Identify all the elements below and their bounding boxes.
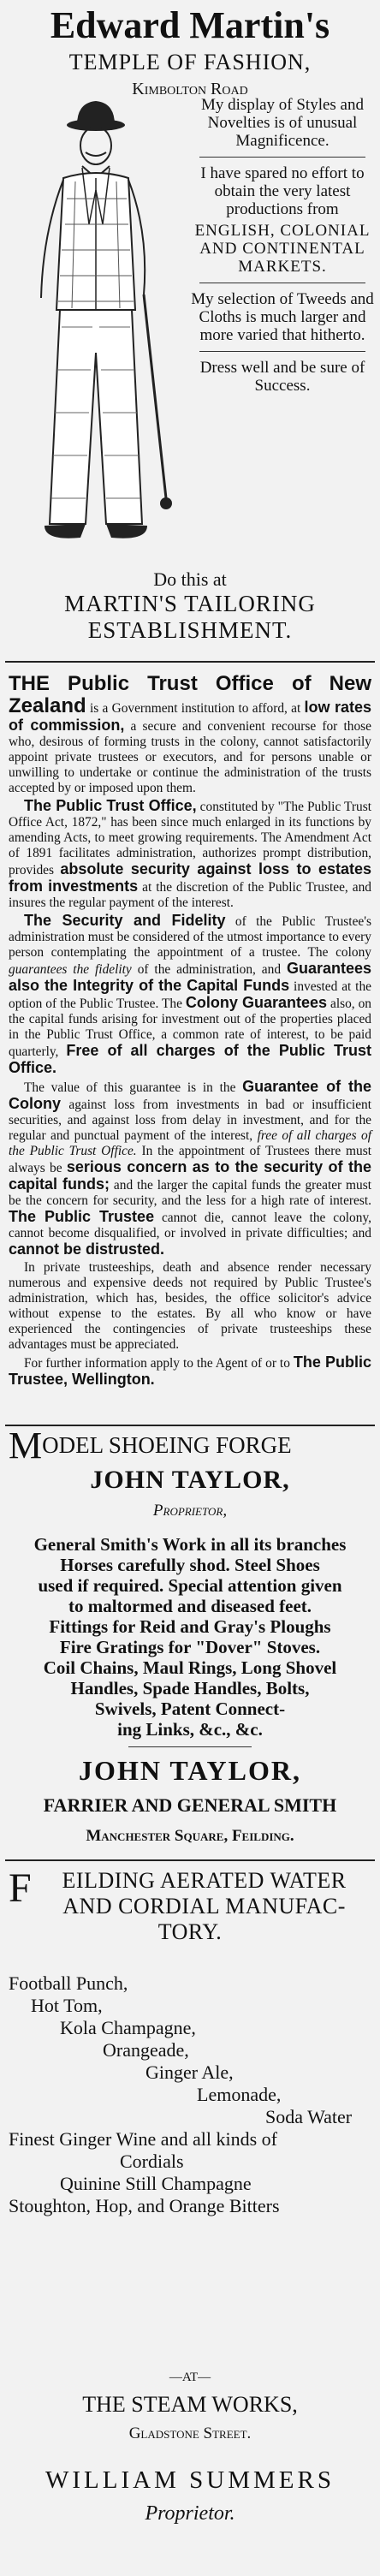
taylor-line: Handles, Spade Handles, Bolts, (70, 1678, 310, 1698)
trust-text: a secure and convenient recourse for those who, desirous of forming trusts in the colony, cannot satisfactorily appoint private trustees or executors, and for persons unable or unwilling to undertake or continue the administration of the trusts accepted by or imposed upon them. (9, 719, 371, 795)
trust-bold: The Public Trustee (9, 1208, 155, 1225)
trust-bold: Free of all charges of the Public Trust Office. (9, 1042, 371, 1076)
aerated-products (9, 1972, 371, 2217)
taylor-line: ing Links, &c., &c. (117, 1719, 263, 1740)
public-trust-notice (9, 673, 371, 1390)
martin-col-3: ENGLISH, COLONIAL AND CONTINENTAL MARKETS. (194, 222, 371, 276)
column-rule (5, 661, 375, 663)
trust-bold: low rates of commission, (9, 699, 371, 734)
short-rule (128, 1746, 252, 1747)
aerated-head-3: TORY. (157, 1919, 223, 1944)
column-rule (5, 1859, 375, 1861)
trust-bold: The Security and Fidelity (24, 912, 226, 929)
gentleman-illustration (7, 96, 185, 558)
martin-temple: TEMPLE OF FASHION, (68, 50, 312, 74)
trust-italic: free of all charges of the Public Trust Office. (9, 1128, 371, 1158)
taylor-line: to maltormed and diseased feet. (68, 1596, 312, 1616)
martin-road: Kimbolton Road (132, 80, 248, 98)
trust-bold: Guarantees also the Integrity of the Capital Funds (9, 960, 371, 994)
trust-text: For further information apply to the Agent of or to (24, 1356, 290, 1371)
trust-bold: The Public Trust Office, (24, 797, 197, 814)
taylor-services (9, 1534, 371, 1740)
trust-text: of the Public Trustee's administration must be considered of the utmost importance to every person contemplating the appointment of a trustee. The colony (9, 914, 371, 960)
trust-text: invested at the option of the Public Trustee. The (9, 979, 371, 1011)
martin-col-2: I have spared no effort to obtain the very latest productions from (200, 164, 365, 218)
taylor-line: used if required. Special attention given (38, 1575, 342, 1596)
trust-text: at the discretion of the Public Trustee, and insures the regular payment of the interest. (9, 880, 371, 910)
aerated-product: Cordials (120, 2151, 184, 2172)
trust-text: against loss from investments in bad or insufficient securities, and against loss from delay in investment, and for the regular and punctual payment of the interest, (9, 1098, 371, 1143)
aerated-product: Lemonade, (197, 2084, 282, 2105)
taylor-name: JOHN TAYLOR, (90, 1466, 290, 1494)
aerated-works: THE STEAM WORKS, (82, 2392, 298, 2417)
divider (199, 351, 365, 352)
trust-heading: THE Public Trust Office of New Zealand (9, 672, 371, 717)
aerated-head-1: EILDING AERATED WATER (62, 1868, 347, 1893)
aerated-street: Gladstone Street. (128, 2424, 252, 2442)
trust-text: cannot die, cannot leave the colony, cannot become disqualified, or involved in private difficulties; and (9, 1211, 371, 1240)
trust-italic: guarantees the fidelity (9, 962, 132, 977)
martin-name: Edward Martin's (50, 4, 330, 46)
trust-text: also, on the capital funds arising for investment out of the properties placed in the Public Trust Office, a common rate of interest, to be paid quarterly, (9, 996, 371, 1059)
aerated-product: Football Punch, (9, 1972, 128, 1994)
martin-tailoring (0, 591, 380, 644)
martin-col-1: My display of Styles and Novelties is of unusual Magnificence. (201, 96, 364, 150)
trust-text: The value of this guarantee is in the (24, 1080, 236, 1095)
martin-do-this: Do this at (153, 568, 227, 590)
taylor-line: Coil Chains, Maul Rings, Long Shovel (43, 1657, 337, 1678)
aerated-product: Hot Tom, (31, 1995, 103, 2016)
forge-heading-rest: ODEL SHOEING FORGE (42, 1432, 292, 1458)
aerated-product: Kola Champagne, (60, 2017, 196, 2038)
trust-text: of the administration, and (137, 962, 282, 977)
trust-text: In the appointment of Trustees there must always be (9, 1144, 371, 1175)
taylor-line: Fittings for Reid and Gray's Ploughs (49, 1616, 331, 1637)
aerated-at: —AT— (169, 2371, 211, 2384)
trust-text: In private trusteeships, death and absence render necessary numerous and expensive deeds not required by Public Trustee's administration, which has, besides, the office solicitor's advice without expense to the estates. By all who know or have experienced the contingencies of private trusteeships these advantages must be appreciated. (9, 1260, 371, 1352)
aerated-owner-title: Proprietor. (145, 2502, 235, 2525)
aerated-heading (9, 1865, 371, 1945)
taylor-line: Fire Gratings for "Dover" Stoves. (59, 1637, 321, 1657)
martin-col-5: Dress well and be sure of Success. (199, 359, 365, 395)
martin-tailoring-2: ESTABLISHMENT. (87, 617, 293, 643)
taylor-name-2: JOHN TAYLOR, (79, 1755, 301, 1786)
aerated-owner: WILLIAM SUMMERS (45, 2466, 335, 2494)
trust-bold: absolute security against loss to estates from investments (9, 860, 371, 895)
taylor-line: Horses carefully shod. Steel Shoes (60, 1555, 320, 1575)
trust-bold: serious concern as to the security of the capital funds; (9, 1158, 371, 1193)
aerated-product: Ginger Ale, (145, 2061, 234, 2083)
taylor-proprietor: Proprietor, (152, 1502, 228, 1520)
trust-bold: Guarantee of the Colony (9, 1078, 371, 1112)
column-rule (5, 1425, 375, 1426)
aerated-product: Stoughton, Hop, and Orange Bitters (9, 2195, 280, 2216)
taylor-address: Manchester Square, Feilding. (86, 1827, 294, 1845)
martin-tailoring-1: MARTIN'S TAILORING (64, 591, 316, 616)
aerated-product: Quinine Still Champagne (60, 2173, 252, 2194)
aerated-product: Orangeade, (103, 2039, 189, 2061)
trust-bold: The Public Trustee, Wellington. (9, 1353, 371, 1388)
martin-col-4: My selection of Tweeds and Cloths is much larger and more varied that hitherto. (191, 290, 374, 344)
taylor-farrier: FARRIER AND GENERAL SMITH (43, 1794, 337, 1816)
taylor-line: General Smith's Work in all its branches (33, 1534, 347, 1555)
taylor-line: Swivels, Patent Connect- (94, 1698, 286, 1719)
martin-text-column (190, 96, 375, 395)
trust-text: is a Government institution to afford, at (89, 701, 301, 716)
trust-bold: Colony Guarantees (185, 994, 328, 1011)
trust-bold: cannot be distrusted. (9, 1240, 165, 1258)
divider (199, 157, 365, 158)
aerated-initial: F (9, 1865, 33, 1911)
forge-initial: M (9, 1425, 43, 1466)
aerated-head-2: AND CORDIAL MANUFAC- (62, 1894, 346, 1919)
aerated-product: Soda Water (265, 2106, 353, 2127)
aerated-product: Finest Ginger Wine and all kinds of (9, 2128, 277, 2150)
trust-text: and the larger the capital funds the greater must be the concern for security, and the less for a high rate of interest. (9, 1178, 371, 1208)
taylor-forge-heading (0, 1425, 380, 1466)
trust-text: constituted by "The Public Trust Office Act, 1872," has been since much enlarged in its functions by amending Acts, to meet growing requirements. The Amendment Act of 1891 facilitates administration, authorizes prompt distribution, provides (9, 800, 371, 878)
